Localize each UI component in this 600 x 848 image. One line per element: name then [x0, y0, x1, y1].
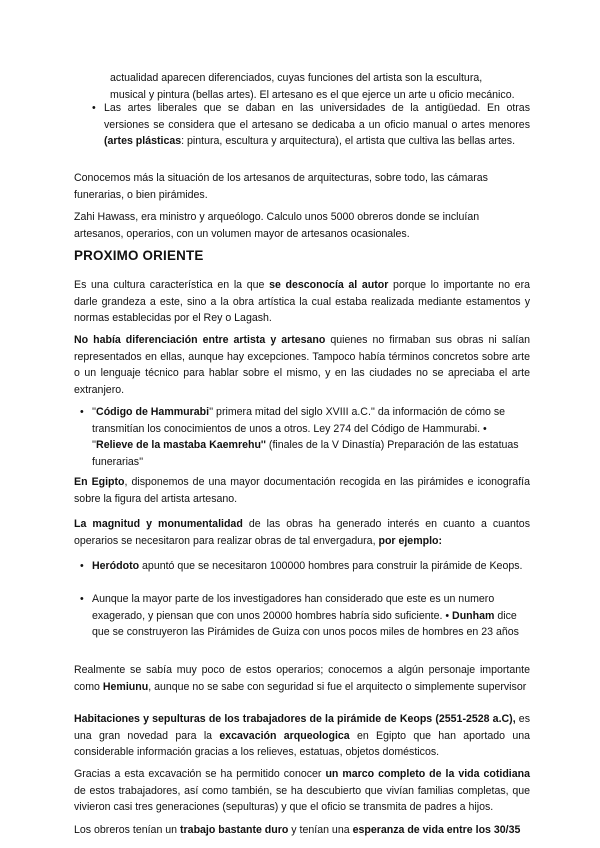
list-item-herodoto: • Heródoto apuntó que se necesitaron 100000 hombres para construir la pirámide de Keops.	[92, 558, 528, 575]
list-item-hammurabi: • ''Código de Hammurabi'' primera mitad del siglo XVIII a.C.'' da información de cómo se transmitían los conocimientos de unos a otros. Ley 274 del Código de Hammurabi. • ''Relieve de la mastaba Kaemrehu'' (finales de la V Dinastía) Preparación de las estatuas funerarias''	[92, 404, 528, 470]
paragraph-hawass: Zahi Hawass, era ministro y arqueólogo. Calculo unos 5000 obreros donde se incluían artesanos, operarios, con un volumen mayor de artesanos ocasionales.	[74, 211, 480, 240]
paragraph-habitaciones: Habitaciones y sepulturas de los trabajadores de la pirámide de Keops (2551-2528 a.C), es una gran novedad para la excavación arqueologica en Egipto que han aportado una considerable información gracias a los relieves, estatuas, objetos domésticos.	[74, 713, 530, 759]
list-item-dunham: • Aunque la mayor parte de los investigadores han considerado que este es un numero exagerado, y piensan que con unos 20000 hombres habría sido suficiente. • Dunham dice que se construyeron las Pirámides de Guiza con unos pocos miles de hombres en 23 años	[92, 591, 528, 641]
list-continuation-line2: musical y pintura (bellas artes). El artesano es el que ejerce un arte u oficio mecánico.	[110, 88, 515, 101]
paragraph-situacion: Conocemos más la situación de los artesanos de arquitecturas, sobre todo, las cámaras funerarias, o bien pirámides.	[74, 172, 488, 201]
paragraph-magnitud: La magnitud y monumentalidad de las obras ha generado interés en cuanto a cuantos operarios se necesitaron para realizar obras de tal envergadura, por ejemplo:	[74, 518, 530, 547]
list-continuation	[110, 70, 530, 103]
paragraph-hemiunu: Realmente se sabía muy poco de estos operarios; conocemos a algún personaje importante como Hemiunu, aunque no se sabe con seguridad si fue el arquitecto o simplemente supervisor	[74, 664, 530, 693]
paragraph-egipto: En Egipto, disponemos de una mayor documentación recogida en las pirámides e iconografía sobre la figura del artista artesano.	[74, 476, 530, 505]
paragraph-obreros: Los obreros tenían un trabajo bastante duro y tenían una esperanza de vida entre los 30/35	[74, 824, 521, 836]
paragraph-excavacion: Gracias a esta excavación se ha permitido conocer un marco completo de la vida cotidiana de estos trabajadores, así como también, se ha descubierto que vivían familias completas, que vivieron casi tres generaciones (sepulturas) y que el oficio se transmita de padres a hijos.	[74, 768, 530, 814]
paragraph-cultura: Es una cultura característica en la que se desconocía al autor porque lo importante no era darle grandeza a este, sino a la obra artística la cual estaba realizada mediante estamentos y normas establecidas por el Rey o Lagash.	[74, 279, 530, 325]
section-heading: PROXIMO ORIENTE	[74, 248, 204, 263]
paragraph-diferenciacion: No había diferenciación entre artista y artesano quienes no firmaban sus obras ni salían representados en ellas, aunque hay excepciones. Tampoco había términos concretos sobre arte o un lenguaje técnico para hablar sobre el mismo, y en las ciudades no se apreciaba el arte extranjero.	[74, 334, 530, 396]
list-continuation-line1: actualidad aparecen diferenciados, cuyas funciones del artista son la escultura,	[110, 72, 483, 84]
list-item-artes-liberales: • Las artes liberales que se daban en las universidades de la antigüedad. En otras versiones se considera que el artesano se dedicaba a un oficio manual o artes menores (artes plásticas: pintura, escultura y arquitectura), el artista que cultiva las bellas artes.	[104, 100, 530, 150]
